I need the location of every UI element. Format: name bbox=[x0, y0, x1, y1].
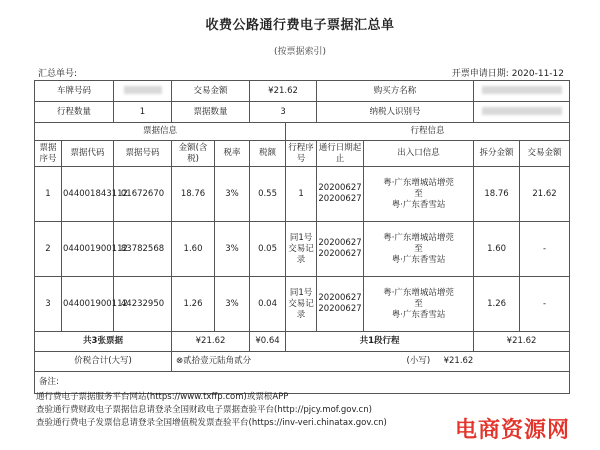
to: 至 bbox=[414, 188, 423, 199]
date-end: 20200627 bbox=[318, 194, 362, 204]
document-subtitle: (按票据索引) bbox=[273, 47, 327, 57]
entry: 粤·广东增城站增莞 bbox=[383, 177, 454, 188]
trade-amount-label: 交易金额 bbox=[172, 81, 250, 102]
col-date: 通行日期起止 bbox=[317, 141, 364, 167]
invoice-count-value: 3 bbox=[250, 102, 317, 123]
sum-upper: ⊗贰拾壹元陆角贰分 bbox=[176, 356, 252, 366]
buyer-label: 购买方名称 bbox=[317, 81, 474, 102]
col-tax: 税额 bbox=[250, 141, 286, 167]
entry: 粤·广东增城站增莞 bbox=[383, 287, 454, 298]
row-code: 044001900112 bbox=[62, 277, 114, 332]
redacted-buyer bbox=[482, 86, 562, 94]
row-code: 044001900112 bbox=[62, 222, 114, 277]
row-amount: 1.26 bbox=[172, 277, 215, 332]
redacted-plate bbox=[124, 86, 162, 94]
invoice-table bbox=[34, 80, 570, 394]
row-trade: - bbox=[520, 222, 570, 277]
apply-date-value: 2020-11-12 bbox=[511, 69, 564, 79]
sum-label: 价税合计(大写) bbox=[35, 352, 172, 372]
plate-value bbox=[114, 81, 172, 102]
row-split: 1.26 bbox=[474, 277, 520, 332]
footer-line-2: 查验通行费财政电子票据信息请登录全国财政电子票据查验平台(http://pjcy.mof.gov.cn) bbox=[36, 405, 372, 415]
sum-lower-label: (小写) bbox=[406, 356, 431, 366]
col-split-amount: 拆分金额 bbox=[474, 141, 520, 167]
trip-count-value: 1 bbox=[114, 102, 172, 123]
exit: 粤·广东香雪站 bbox=[391, 309, 446, 320]
row-entry-exit bbox=[364, 277, 474, 332]
col-entry-exit: 出入口信息 bbox=[364, 141, 474, 167]
footer-line-3: 查验通行费电子发票信息请登录全国增值税发票查验平台(https://inv-veri.chinatax.gov.cn) bbox=[36, 418, 387, 428]
col-code: 票据代码 bbox=[62, 141, 114, 167]
remark-label: 备注: bbox=[35, 372, 570, 394]
totals-row bbox=[35, 332, 570, 352]
to: 至 bbox=[414, 243, 423, 254]
row-tax: 0.55 bbox=[250, 167, 286, 222]
col-number: 票据号码 bbox=[114, 141, 172, 167]
sum-value bbox=[172, 352, 570, 372]
row-tax: 0.05 bbox=[250, 222, 286, 277]
row-amount: 18.76 bbox=[172, 167, 215, 222]
row-split: 1.60 bbox=[474, 222, 520, 277]
table-row bbox=[35, 222, 570, 277]
total-invoices-label: 共3张票据 bbox=[35, 332, 172, 352]
row-trade: - bbox=[520, 277, 570, 332]
row-seq: 2 bbox=[35, 222, 62, 277]
col-amount: 金额(含税) bbox=[172, 141, 215, 167]
row-tax: 0.04 bbox=[250, 277, 286, 332]
col-seq: 票据序号 bbox=[35, 141, 62, 167]
row-entry-exit bbox=[364, 222, 474, 277]
date-end: 20200627 bbox=[318, 304, 362, 314]
section-invoice-info: 票据信息 bbox=[35, 123, 286, 141]
total-tax: ¥0.64 bbox=[250, 332, 286, 352]
row-number: 01672670 bbox=[114, 167, 172, 222]
trade-amount-value: ¥21.62 bbox=[250, 81, 317, 102]
invoice-count-label: 票据数量 bbox=[172, 102, 250, 123]
watermark-logo: 电商资源网 bbox=[454, 418, 570, 443]
to: 至 bbox=[414, 298, 423, 309]
footer-line-1: 通行费电子票据服务平台网站(https://www.txffp.com)或票根APP bbox=[36, 392, 289, 402]
summary-number-label: 汇总单号: bbox=[38, 69, 78, 79]
total-trips-label: 共1段行程 bbox=[286, 332, 474, 352]
table-row bbox=[35, 167, 570, 222]
row-trip: 同1号交易记录 bbox=[286, 222, 317, 277]
row-date bbox=[317, 167, 364, 222]
exit: 粤·广东香雪站 bbox=[391, 254, 446, 265]
buyer-value bbox=[474, 81, 570, 102]
row-number: 44232950 bbox=[114, 277, 172, 332]
row-amount: 1.60 bbox=[172, 222, 215, 277]
total-trip-amount: ¥21.62 bbox=[474, 332, 570, 352]
total-amount: ¥21.62 bbox=[172, 332, 250, 352]
plate-label: 车牌号码 bbox=[35, 81, 114, 102]
sum-row bbox=[35, 352, 570, 372]
entry: 粤·广东增城站增莞 bbox=[383, 232, 454, 243]
row-trip: 1 bbox=[286, 167, 317, 222]
row-date bbox=[317, 222, 364, 277]
row-tax-rate: 3% bbox=[215, 277, 250, 332]
col-trip-seq: 行程序号 bbox=[286, 141, 317, 167]
sum-lower: ¥21.62 bbox=[443, 356, 474, 366]
document-title: 收费公路通行费电子票据汇总单 bbox=[205, 18, 395, 33]
redacted-taxpayer bbox=[482, 107, 562, 115]
row-entry-exit bbox=[364, 167, 474, 222]
col-tax-rate: 税率 bbox=[215, 141, 250, 167]
row-tax-rate: 3% bbox=[215, 222, 250, 277]
row-seq: 1 bbox=[35, 167, 62, 222]
row-trade: 21.62 bbox=[520, 167, 570, 222]
date-start: 20200627 bbox=[318, 238, 362, 248]
row-seq: 3 bbox=[35, 277, 62, 332]
date-start: 20200627 bbox=[318, 293, 362, 303]
remark-row bbox=[35, 372, 570, 394]
table-row bbox=[35, 277, 570, 332]
trip-count-label: 行程数量 bbox=[35, 102, 114, 123]
date-start: 20200627 bbox=[318, 183, 362, 193]
taxpayer-label: 纳税人识别号 bbox=[317, 102, 474, 123]
exit: 粤·广东香雪站 bbox=[391, 199, 446, 210]
row-trip: 同1号交易记录 bbox=[286, 277, 317, 332]
taxpayer-value bbox=[474, 102, 570, 123]
section-trip-info: 行程信息 bbox=[286, 123, 570, 141]
apply-date-label: 开票申请日期: bbox=[451, 69, 509, 79]
apply-date bbox=[452, 66, 564, 79]
row-date bbox=[317, 277, 364, 332]
row-number: 83782568 bbox=[114, 222, 172, 277]
col-trade-amount: 交易金额 bbox=[520, 141, 570, 167]
row-code: 044001843112 bbox=[62, 167, 114, 222]
row-tax-rate: 3% bbox=[215, 167, 250, 222]
row-split: 18.76 bbox=[474, 167, 520, 222]
date-end: 20200627 bbox=[318, 249, 362, 259]
